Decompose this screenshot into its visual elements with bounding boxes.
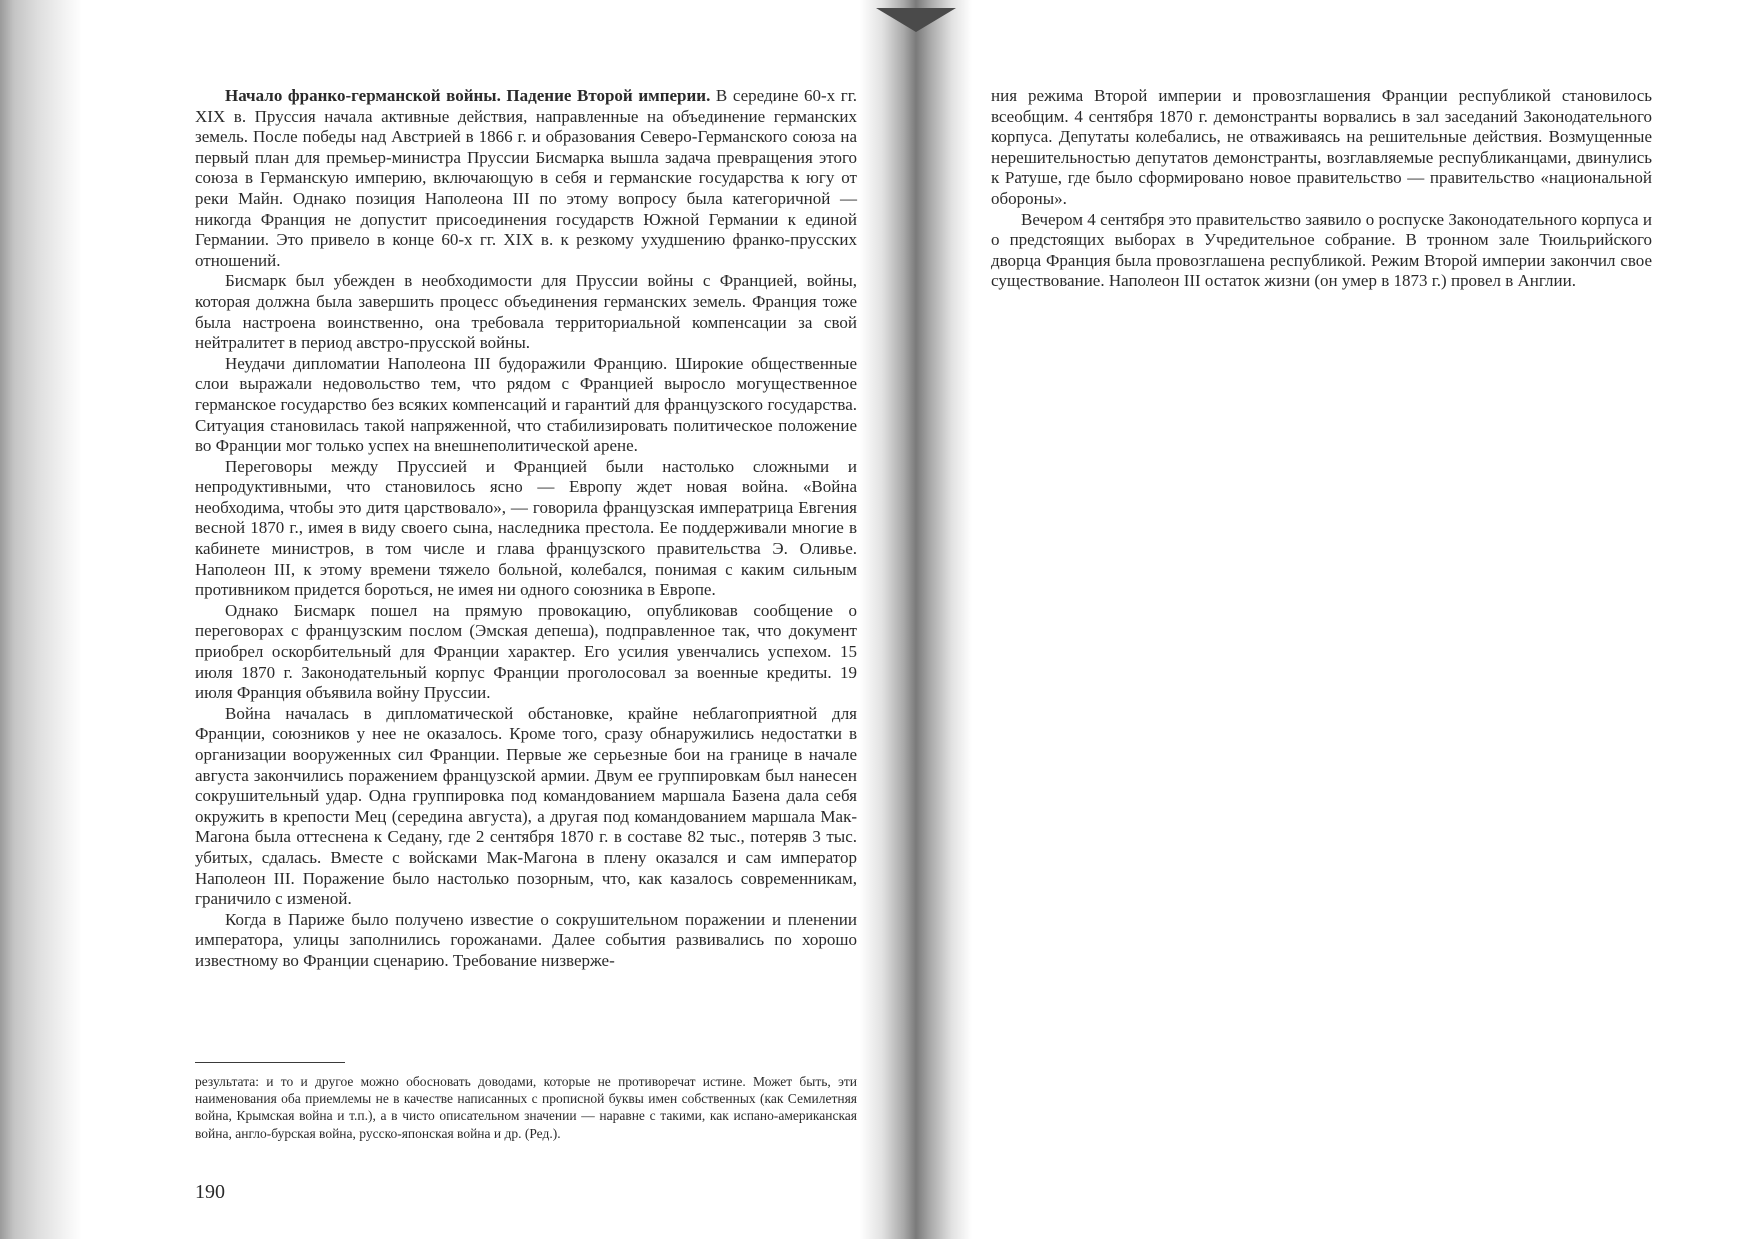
paragraph-intro [195, 86, 857, 271]
page-number: 190 [195, 1181, 225, 1203]
book-spine-gutter [860, 0, 972, 1239]
footnote-text: результата: и то и другое можно обосновать доводами, которые не противоречат истине. Может быть, эти наименования оба приемлемы не в качестве написанных с прописной буквы имен собственных (как Семилетняя война, Крымская война и т.п.), а в чисто описательном значении — наравне с такими, как испано-американская война, англо-бурская война, русско-японская война и др. (Ред.). [195, 1074, 857, 1141]
paragraph: Неудачи дипломатии Наполеона III будоражили Францию. Широкие общественные слои выражали недовольство тем, что рядом с Францией выросло могущественное германское государство без всяких компенсаций и гарантий для французского государства. Ситуация становилась такой напряженной, что стабилизировать политическое положение во Франции мог только успех на внешнеполитической арене. [195, 353, 857, 456]
paragraph: Вечером 4 сентября это правительство заявило о роспуске Законодательного корпуса и о предстоящих выборах в Учредительное собрание. В тронном зале Тюильрийского дворца Франция была провозглашена республикой. Режим Второй империи закончил свое существование. Наполеон III остаток жизни (он умер в 1873 г.) провел в Англии. [991, 209, 1652, 291]
right-page [991, 86, 1652, 292]
paragraph: Война началась в дипломатической обстановке, крайне неблагоприятной для Франции, союзников у нее не оказалось. Кроме того, сразу обнаружились недостатки в организации вооруженных сил Франции. Первые же серьезные бои на границе в начале августа закончились поражением французской армии. Двум ее группировкам был нанесен сокрушительный удар. Одна группировка под командованием маршала Базена дала себя окружить в крепости Мец (середина августа), а другая под командованием маршала Мак-Магона была оттеснена к Седану, где 2 сентября 1870 г. в составе 82 тыс., потеряв 3 тыс. убитых, сдалась. Вместе с войсками Мак-Магона в плену оказался и сам император Наполеон III. Поражение было настолько позорным, что, как казалось современникам, граничило с изменой. [195, 703, 857, 909]
left-page [195, 86, 857, 972]
paragraph: Переговоры между Пруссией и Францией были настолько сложными и непродуктивными, что становилось ясно — Европу ждет новая война. «Война необходима, чтобы это дитя царствовало», — говорила французская императрица Евгения весной 1870 г., имея в виду своего сына, наследника престола. Ее поддерживали многие в кабинете министров, в том числе и глава французского правительства Э. Оливье. Наполеон III, к этому времени тяжело больной, колебался, понимая с каким сильным противником придется бороться, не имея ни одного союзника в Европе. [195, 456, 857, 600]
paragraph: Бисмарк был убежден в необходимости для Пруссии войны с Францией, войны, которая должна была завершить процесс объединения германских земель. Франция тоже была настроена воинственно, она требовала территориальной компенсации за свой нейтралитет в период австро-прусской войны. [195, 271, 857, 353]
section-heading: Начало франко-германской войны. Падение Второй империи. [225, 86, 711, 105]
paragraph: Когда в Париже было получено известие о сокрушительном поражении и пленении императора, улицы заполнились горожанами. Далее события развивались по хорошо известному во Франции сценарию. Требование низверже- [195, 909, 857, 970]
paragraph: Однако Бисмарк пошел на прямую провокацию, опубликовав сообщение о переговорах с французским послом (Эмская депеша), подправленное так, что документ приобрел оскорбительный для Франции характер. Его усилия увенчались успехом. 15 июля 1870 г. Законодательный корпус Франции проголосовал за военные кредиты. 19 июля Франция объявила войну Пруссии. [195, 600, 857, 703]
footnote [195, 1073, 857, 1142]
paragraph-continued: ния режима Второй империи и провозглашения Франции республикой становилось всеобщим. 4 сентября 1870 г. демонстранты ворвались в зал заседаний Законодательного корпуса. Депутаты колебались, не отваживаясь на решительные действия. Возмущенные нерешительностью депутатов демонстранты, возглавляемые республиканцами, двинулись к Ратуше, где было сформировано новое правительство — правительство «национальной обороны». [991, 86, 1652, 208]
spine-top-mark [876, 8, 956, 32]
footnote-separator [195, 1062, 345, 1063]
scan-left-edge-shadow [0, 0, 82, 1239]
paragraph-text: В середине 60-х гг. XIX в. Пруссия начала активные действия, направленные на объединение германских земель. После победы над Австрией в 1866 г. и образования Северо-Германского союза на первый план для премьер-министра Пруссии Бисмарка вышла задача превращения этого союза в Германскую империю, включающую в себя и германские государства к югу от реки Майн. Однако позиция Наполеона III по этому вопросу была категоричной — никогда Франция не допустит присоединения государств Южной Германии к единой Германии. Это привело в конце 60-х гг. XIX в. к резкому ухудшению франко-прусских отношений. [195, 86, 857, 270]
